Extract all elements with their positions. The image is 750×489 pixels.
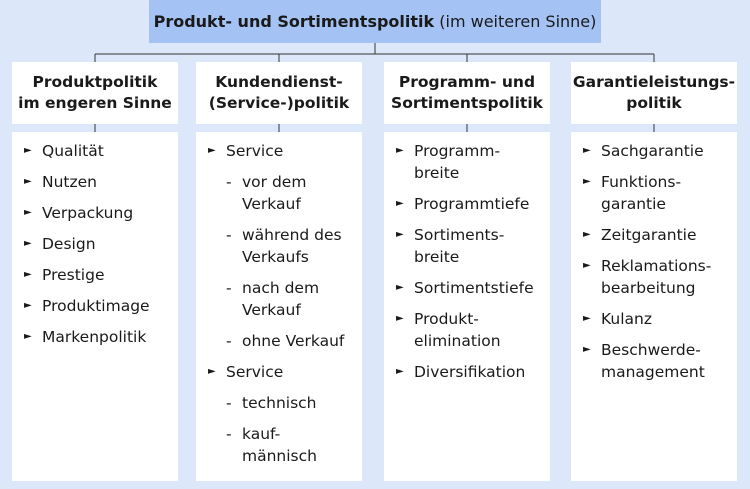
bullet-item xyxy=(12,295,178,317)
triangle-bullet-icon: ► xyxy=(583,344,591,355)
item-text: Sortiments- xyxy=(414,226,505,244)
item-text: technisch xyxy=(242,394,317,412)
heading-line: (Service-)politik xyxy=(208,94,350,112)
item-list xyxy=(12,132,178,348)
column-heading-programm xyxy=(384,62,550,124)
column-body-produktpolitik xyxy=(12,132,178,481)
item-text: ohne Verkauf xyxy=(242,332,345,350)
column-heading-kundendienst xyxy=(196,62,362,124)
item-text: garantie xyxy=(601,195,666,213)
triangle-bullet-icon: ► xyxy=(396,145,404,156)
item-text: Beschwerde- xyxy=(601,341,701,359)
item-text: Service xyxy=(226,142,284,160)
item-text: bearbeitung xyxy=(601,279,696,297)
column-body-kundendienst xyxy=(196,132,362,481)
bullet-item xyxy=(12,140,178,162)
bullet-item xyxy=(571,171,737,215)
bullet-item xyxy=(12,202,178,224)
heading-line: Programm- und xyxy=(398,73,536,91)
item-text: männisch xyxy=(242,447,317,465)
triangle-bullet-icon: ► xyxy=(583,260,591,271)
item-text: Sachgarantie xyxy=(601,142,704,160)
triangle-bullet-icon: ► xyxy=(396,282,404,293)
item-text: Qualität xyxy=(42,142,104,160)
item-list xyxy=(384,132,550,383)
triangle-bullet-icon: ► xyxy=(24,238,32,249)
item-text: Service xyxy=(226,363,284,381)
bullet-item xyxy=(384,277,550,299)
bullet-item xyxy=(384,193,550,215)
item-text: Sortimentstiefe xyxy=(414,279,534,297)
dash-marker: - xyxy=(226,332,232,350)
dash-marker: - xyxy=(226,279,232,297)
item-text: Design xyxy=(42,235,96,253)
item-text: Diversifikation xyxy=(414,363,526,381)
sub-item xyxy=(196,330,362,352)
item-text: nach dem xyxy=(242,279,320,297)
item-text: Reklamations- xyxy=(601,257,712,275)
triangle-bullet-icon: ► xyxy=(396,198,404,209)
item-text: vor dem xyxy=(242,173,307,191)
triangle-bullet-icon: ► xyxy=(208,145,216,156)
title-bold: Produkt- und Sortimentspolitik xyxy=(153,12,435,31)
bullet-item xyxy=(384,224,550,268)
item-text: breite xyxy=(414,248,460,266)
triangle-bullet-icon: ► xyxy=(396,229,404,240)
item-text: Markenpolitik xyxy=(42,328,147,346)
bullet-item xyxy=(571,308,737,330)
column-heading-garantie xyxy=(571,62,737,124)
triangle-bullet-icon: ► xyxy=(24,300,32,311)
item-text: Programm- xyxy=(414,142,501,160)
heading-line: Produktpolitik xyxy=(32,73,158,91)
bullet-item xyxy=(384,140,550,184)
item-list xyxy=(196,132,362,467)
bullet-item xyxy=(384,361,550,383)
item-text: Funktions- xyxy=(601,173,682,191)
triangle-bullet-icon: ► xyxy=(583,176,591,187)
dash-marker: - xyxy=(226,173,232,191)
sub-item xyxy=(196,392,362,414)
triangle-bullet-icon: ► xyxy=(24,207,32,218)
triangle-bullet-icon: ► xyxy=(24,331,32,342)
triangle-bullet-icon: ► xyxy=(583,229,591,240)
item-text: breite xyxy=(414,164,460,182)
dash-marker: - xyxy=(226,394,232,412)
bullet-item xyxy=(384,308,550,352)
triangle-bullet-icon: ► xyxy=(396,366,404,377)
triangle-bullet-icon: ► xyxy=(583,313,591,324)
bullet-item xyxy=(571,224,737,246)
item-text: Prestige xyxy=(42,266,105,284)
item-list xyxy=(571,132,737,383)
item-text: während des xyxy=(242,226,342,244)
bullet-item xyxy=(571,140,737,162)
triangle-bullet-icon: ► xyxy=(396,313,404,324)
sub-item xyxy=(196,277,362,321)
item-text: Zeitgarantie xyxy=(601,226,697,244)
bullet-item xyxy=(12,326,178,348)
sub-item xyxy=(196,423,362,467)
title-box xyxy=(149,0,601,43)
bullet-item xyxy=(571,339,737,383)
bullet-item xyxy=(12,264,178,286)
triangle-bullet-icon: ► xyxy=(583,145,591,156)
heading-line: politik xyxy=(626,94,682,112)
sub-item xyxy=(196,224,362,268)
triangle-bullet-icon: ► xyxy=(24,176,32,187)
heading-line: im engeren Sinne xyxy=(18,94,172,112)
triangle-bullet-icon: ► xyxy=(24,269,32,280)
heading-line: Sortimentspolitik xyxy=(391,94,543,112)
triangle-bullet-icon: ► xyxy=(24,145,32,156)
item-text: Verkaufs xyxy=(242,248,309,266)
heading-line: Kundendienst- xyxy=(215,73,343,91)
item-text: Programmtiefe xyxy=(414,195,530,213)
item-text: Verkauf xyxy=(242,195,301,213)
item-text: Nutzen xyxy=(42,173,97,191)
item-text: management xyxy=(601,363,705,381)
item-text: Produkt- xyxy=(414,310,479,328)
heading-line: Garantieleistungs- xyxy=(572,73,736,91)
item-text: Verpackung xyxy=(42,204,134,222)
column-heading-produktpolitik xyxy=(12,62,178,124)
triangle-bullet-icon: ► xyxy=(208,366,216,377)
item-text: elimination xyxy=(414,332,501,350)
title-normal: (im weiteren Sinne) xyxy=(439,12,597,31)
bullet-item xyxy=(12,233,178,255)
bullet-item xyxy=(571,255,737,299)
column-body-garantie xyxy=(571,132,737,481)
item-text: Verkauf xyxy=(242,301,301,319)
item-text: Produktimage xyxy=(42,297,150,315)
item-text: kauf- xyxy=(242,425,281,443)
bullet-item xyxy=(196,361,362,383)
sub-item xyxy=(196,171,362,215)
bullet-item xyxy=(196,140,362,162)
bullet-item xyxy=(12,171,178,193)
dash-marker: - xyxy=(226,226,232,244)
item-text: Kulanz xyxy=(601,310,652,328)
dash-marker: - xyxy=(226,425,232,443)
column-body-programm xyxy=(384,132,550,481)
